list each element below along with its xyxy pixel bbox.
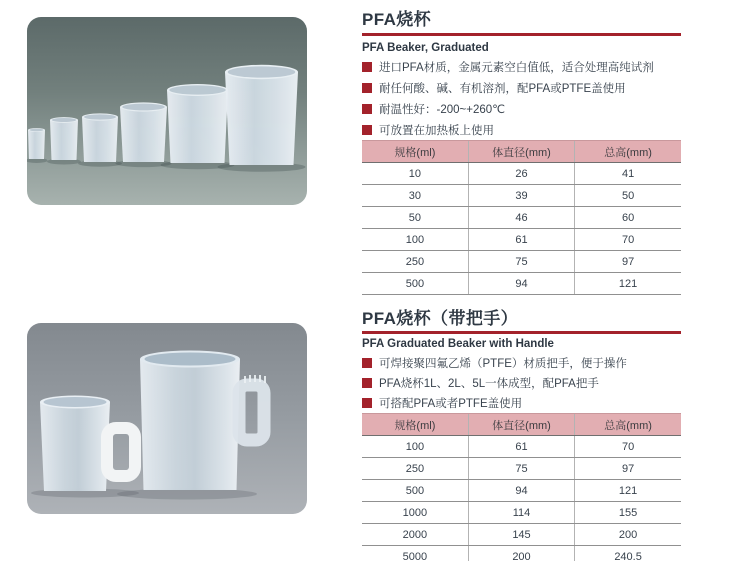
spec-cell: 30: [362, 185, 468, 207]
spec-cell: 240.5: [575, 546, 681, 561]
feature-text: 进口PFA材质，金属元素空白值低，适合处理高纯试剂: [379, 61, 654, 74]
table-row: [362, 163, 681, 185]
table-row: [362, 207, 681, 229]
table-header-row: [362, 141, 681, 163]
spec-cell: 155: [575, 502, 681, 524]
spec-cell: 100: [362, 229, 468, 251]
spec-cell: 97: [575, 251, 681, 273]
table-row: [362, 185, 681, 207]
bullet-square-icon: [362, 83, 372, 93]
spec-cell: 50: [575, 185, 681, 207]
spec-cell: 97: [575, 458, 681, 480]
spec-cell: 70: [575, 436, 681, 458]
beakers-photo-graphic: [27, 17, 307, 205]
spec-cell: 39: [468, 185, 574, 207]
feature-list: [362, 353, 681, 413]
bullet-square-icon: [362, 398, 372, 408]
spec-cell: 41: [575, 163, 681, 185]
beakers-photo: [27, 17, 307, 205]
table-row: [362, 273, 681, 295]
bullet-square-icon: [362, 62, 372, 72]
spec-cell: 121: [575, 273, 681, 295]
col-header-spec: 规格(ml): [362, 141, 468, 163]
spec-cell: 114: [468, 502, 574, 524]
beaker-graphic-500ml: [218, 65, 306, 172]
section-pfa-beaker-with-handle: [362, 309, 681, 561]
feature-text: 可焊接聚四氟乙烯（PTFE）材质把手，便于操作: [379, 358, 627, 370]
spec-cell: 5000: [362, 546, 468, 561]
spec-cell: 250: [362, 458, 468, 480]
feature-item: [362, 393, 681, 413]
beaker-graphic-50ml: [78, 113, 122, 166]
title-underline: [362, 331, 681, 334]
feature-text: 耐任何酸、碱、有机溶剂，配PFA或PTFE盖使用: [379, 82, 626, 95]
feature-list: [362, 56, 681, 140]
table-row: [362, 480, 681, 502]
spec-table-handle-beaker: [362, 413, 681, 561]
spec-cell: 250: [362, 251, 468, 273]
beaker-graphic-30ml: [47, 117, 81, 164]
spec-cell: 75: [468, 251, 574, 273]
spec-cell: 94: [468, 273, 574, 295]
spec-cell: 100: [362, 436, 468, 458]
table-row: [362, 546, 681, 561]
spec-cell: 70: [575, 229, 681, 251]
section-title: PFA烧杯（带把手）: [362, 309, 519, 328]
feature-item: [362, 98, 681, 119]
bullet-square-icon: [362, 125, 372, 135]
spec-cell: 200: [468, 546, 574, 561]
bullet-square-icon: [362, 358, 372, 368]
feature-text: 可搭配PFA或者PTFE盖使用: [379, 398, 523, 410]
spec-cell: 46: [468, 207, 574, 229]
title-underline: [362, 33, 681, 36]
feature-text: 可放置在加热板上使用: [379, 124, 494, 137]
feature-item: [362, 353, 681, 373]
col-header-height: 总高(mm): [575, 141, 681, 163]
section-subtitle: PFA Graduated Beaker with Handle: [362, 338, 554, 350]
feature-item: [362, 119, 681, 140]
spec-cell: 10: [362, 163, 468, 185]
spec-cell: 61: [468, 436, 574, 458]
col-header-diameter: 体直径(mm): [468, 141, 574, 163]
spec-cell: 94: [468, 480, 574, 502]
feature-item: [362, 77, 681, 98]
table-header-row: [362, 414, 681, 436]
col-header-height: 总高(mm): [575, 414, 681, 436]
spec-cell: 145: [468, 524, 574, 546]
table-row: [362, 524, 681, 546]
table-row: [362, 458, 681, 480]
spec-cell: 61: [468, 229, 574, 251]
spec-cell: 2000: [362, 524, 468, 546]
feature-text: PFA烧杯1L、2L、5L一体成型，配PFA把手: [379, 378, 599, 390]
section-subtitle: PFA Beaker, Graduated: [362, 42, 489, 54]
section-pfa-beaker: [362, 10, 681, 295]
col-header-diameter: 体直径(mm): [468, 414, 574, 436]
table-row: [362, 229, 681, 251]
spec-cell: 60: [575, 207, 681, 229]
spec-cell: 1000: [362, 502, 468, 524]
spec-cell: 500: [362, 273, 468, 295]
handle-beakers-photo-graphic: [27, 323, 307, 514]
table-row: [362, 502, 681, 524]
spec-cell: 50: [362, 207, 468, 229]
feature-item: [362, 56, 681, 77]
spec-cell: 200: [575, 524, 681, 546]
feature-text: 耐温性好：-200~+260℃: [379, 103, 506, 116]
section-title: PFA烧杯: [362, 10, 432, 29]
spec-cell: 121: [575, 480, 681, 502]
bullet-square-icon: [362, 104, 372, 114]
product-info-column: [362, 0, 681, 561]
table-row: [362, 436, 681, 458]
beaker-graphic-250ml: [161, 84, 235, 169]
spec-cell: 75: [468, 458, 574, 480]
spec-cell: 26: [468, 163, 574, 185]
spec-cell: 500: [362, 480, 468, 502]
handle-beakers-photo: [27, 323, 307, 514]
spec-table-beaker: [362, 140, 681, 295]
feature-item: [362, 373, 681, 393]
bullet-square-icon: [362, 378, 372, 388]
beaker-graphic-100ml: [116, 102, 172, 167]
table-row: [362, 251, 681, 273]
col-header-spec: 规格(ml): [362, 414, 468, 436]
